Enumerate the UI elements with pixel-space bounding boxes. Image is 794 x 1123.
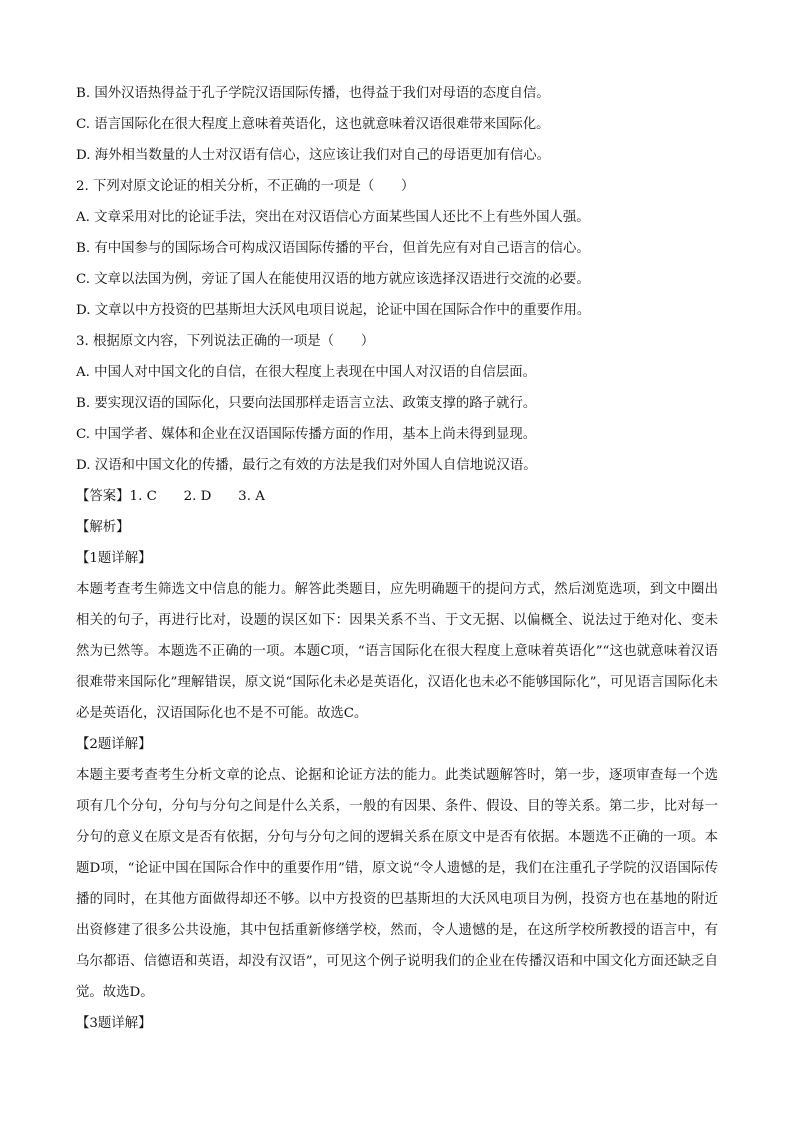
option-3b: B. 要实现汉语的国际化，只要向法国那样走语言立法、政策支撑的路子就行。	[76, 396, 537, 411]
option-2d: D. 文章以中方投资的巴基斯坦大沃风电项目说起，论证中国在国际合作中的重要作用。	[76, 303, 591, 318]
document-page	[76, 78, 718, 1039]
option-2a: A. 文章采用对比的论证手法，突出在对汉语信心方面某些国人还比不上有些外国人强。	[76, 210, 590, 225]
option-2b: B. 有中国参与的国际场合可构成汉语国际传播的平台，但首先应有对自己语言的信心。	[76, 241, 590, 256]
option-3d: D. 汉语和中国文化的传播，最行之有效的方法是我们对外国人自信地说汉语。	[76, 458, 537, 473]
option-1d: D. 海外相当数量的人士对汉语有信心，这应该让我们对自己的母语更加有信心。	[76, 148, 551, 163]
option-3a: A. 中国人对中国文化的自信，在很大程度上表现在中国人对汉语的自信层面。	[76, 365, 537, 380]
question-1-detail-heading: 【1题详解】	[76, 551, 152, 566]
option-3c: C. 中国学者、媒体和企业在汉语国际传播方面的作用，基本上尚未得到显现。	[76, 427, 537, 442]
question-2-detail-heading: 【2题详解】	[76, 737, 152, 752]
question-3: 3. 根据原文内容，下列说法正确的一项是（ ）	[76, 334, 375, 349]
question-2: 2. 下列对原文论证的相关分析，不正确的一项是（ ）	[76, 179, 415, 194]
question-1-explanation: 本题考查考生筛选文中信息的能力。解答此类题目，应先明确题干的提问方式，然后浏览选项，到文中圈出相关的句子，再进行比对，设题的误区如下：因果关系不当、于文无据、以偏概全、说法过于绝对化、变未然为已然等。本题选不正确的一项。本题C项，“语言国际化在很大程度上意味着英语化”“这也就意味着汉语很难带来国际化”理解错误，原文说“国际化未必是英语化，汉语化也未必不能够国际化”，可见语言国际化未必是英语化，汉语国际化也不是不可能。故选C。	[76, 582, 718, 721]
option-2c: C. 文章以法国为例，旁证了国人在能使用汉语的地方就应该选择汉语进行交流的必要。	[76, 272, 590, 287]
option-1c: C. 语言国际化在很大程度上意味着英语化，这也就意味着汉语很难带来国际化。	[76, 117, 550, 132]
analysis-heading: 【解析】	[76, 520, 130, 535]
question-2-explanation: 本题主要考查考生分析文章的论点、论据和论证方法的能力。此类试题解答时，第一步，逐项审查每一个选项有几个分句，分句与分句之间是什么关系，一般的有因果、条件、假设、目的等关系。第二步，比对每一分句的意义在原文是否有依据，分句与分句之间的逻辑关系在原文中是否有依据。本题选不正确的一项。本题D项，“论证中国在国际合作中的重要作用”错，原文说“令人遗憾的是，我们在注重孔子学院的汉语国际传播的同时，在其他方面做得却还不够。以中方投资的巴基斯坦的大沃风电项目为例，投资方也在基地的附近出资修建了很多公共设施，其中包括重新修缮学校，然而，令人遗憾的是，在这所学校所教授的语言中，有乌尔都语、信德语和英语，却没有汉语”，可见这个例子说明我们的企业在传播汉语和中国文化方面还缺乏自觉。故选D。	[76, 768, 718, 1000]
question-3-detail-heading: 【3题详解】	[76, 1016, 152, 1031]
answer-line: 【答案】1. C 2. D 3. A	[76, 489, 265, 504]
option-1b: B. 国外汉语热得益于孔子学院汉语国际传播，也得益于我们对母语的态度自信。	[76, 86, 550, 101]
